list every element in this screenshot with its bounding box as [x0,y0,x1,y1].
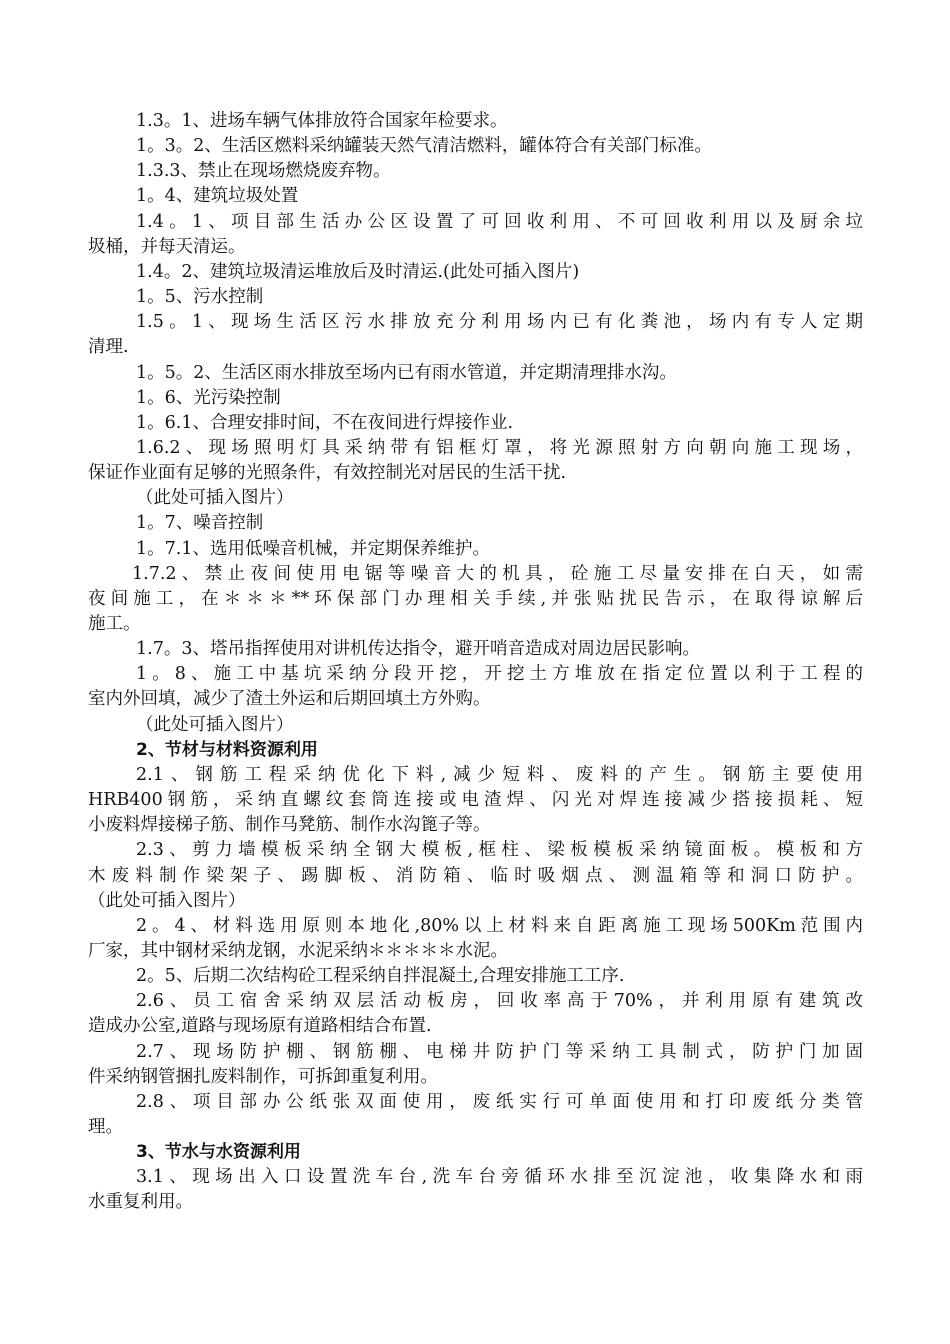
text-line: （此处可插入图片） [136,714,294,735]
text-line: 理。 [88,1117,123,1137]
text-line: 造成办公室,道路与现场原有道路相结合布置. [88,1016,432,1037]
section-heading: 2、节材与材料资源利用 [136,739,318,760]
text-line: 件采纳钢管捆扎废料制作，可拆卸重复利用。 [88,1066,438,1087]
text-line: 木废料制作梁架子、踢脚板、消防箱、临时吸烟点、测温箱等和洞口防护。 [88,865,863,886]
text-line: 1.4。1、项目部生活办公区设置了可回收利用、不可回收利用以及厨余垃 [136,211,863,232]
text-line: 2.3、剪力墙模板采纳全钢大模板,框柱、梁板模板采纳镜面板。模板和方 [136,840,863,861]
text-line: 1。7、噪音控制 [136,513,264,534]
text-line: 保证作业面有足够的光照条件，有效控制光对居民的生活干扰. [88,463,567,484]
text-line: 1。8、施工中基坑采纳分段开挖，开挖土方堆放在指定位置以利于工程的 [136,664,863,685]
text-line: 2.1、钢筋工程采纳优化下料,减少短料、废料的产生。钢筋主要使用 [136,764,863,785]
text-line: （此处可插入图片） [136,488,294,509]
text-line: 室内外回填，减少了渣土外运和后期回填土方外购。 [88,689,491,710]
text-line: 1。6.1、合理安排时间，不在夜间进行焊接作业. [136,412,514,433]
text-line: 2。4、材料选用原则本地化,80%以上材料来自距离施工现场500Km范围内 [136,915,863,936]
text-line: 水重复利用。 [88,1192,193,1213]
text-line: 1。7.1、选用低噪音机械，并定期保养维护。 [136,538,490,559]
text-line: 1。3。2、生活区燃料采纳罐装天然气清洁燃料，罐体符合有关部门标准。 [136,136,712,157]
text-line: 1.4。2、建筑垃圾清运堆放后及时清运.(此处可插入图片) [136,261,580,282]
text-line: 1.3。1、进场车辆气体排放符合国家年检要求。 [136,111,508,131]
text-line: 圾桶，并每天清运。 [88,236,246,257]
text-line: 清理. [88,337,129,358]
text-line: 2.7、现场防护棚、钢筋棚、电梯井防护门等采纳工具制式，防护门加固 [136,1041,863,1062]
text-line: 1。4、建筑垃圾处置 [136,186,299,207]
text-line: 1.7.2、禁止夜间使用电锯等噪音大的机具，砼施工尽量安排在白天，如需 [132,563,863,584]
text-line: （此处可插入图片） [88,890,246,911]
text-line: 1.5。1、现场生活区污水排放充分利用场内已有化粪池，场内有专人定期 [136,312,863,333]
text-line: 1.7。3、塔吊指挥使用对讲机传达指令，避开哨音造成对周边居民影响。 [136,639,700,660]
text-line: 2.8、项目部办公纸张双面使用，废纸实行可单面使用和打印废纸分类管 [136,1091,863,1112]
text-line: 夜间施工，在＊＊＊**环保部门办理相关手续,并张贴扰民告示，在取得谅解后 [88,588,863,609]
text-line: 小废料焊接梯子筋、制作马凳筋、制作水沟篦子等。 [88,815,491,836]
text-line: 1。6、光污染控制 [136,387,281,408]
text-line: 施工。 [88,614,141,634]
text-line: 厂家，其中钢材采纳龙钢，水泥采纳＊＊＊＊＊水泥。 [88,940,508,961]
text-line: 1.3.3、禁止在现场燃烧废弃物。 [136,161,391,182]
text-line: HRB400钢筋，采纳直螺纹套筒连接或电渣焊、闪光对焊连接减少搭接损耗、短 [88,790,863,811]
text-line: 1。5、污水控制 [136,287,264,308]
section-heading: 3、节水与水资源利用 [136,1142,301,1163]
text-line: 1.6.2、现场照明灯具采纳带有铝框灯罩，将光源照射方向朝向施工现场， [136,437,863,458]
text-line: 1。5。2、生活区雨水排放至场内已有雨水管道，并定期清理排水沟。 [136,362,677,383]
text-line: 2.6、员工宿舍采纳双层活动板房，回收率高于70%，并利用原有建筑改 [136,991,863,1012]
text-line: 2。5、后期二次结构砼工程采纳自拌混凝土,合理安排施工工序. [136,966,625,987]
text-line: 3.1、现场出入口设置洗车台,洗车台旁循环水排至沉淀池，收集降水和雨 [136,1167,863,1188]
